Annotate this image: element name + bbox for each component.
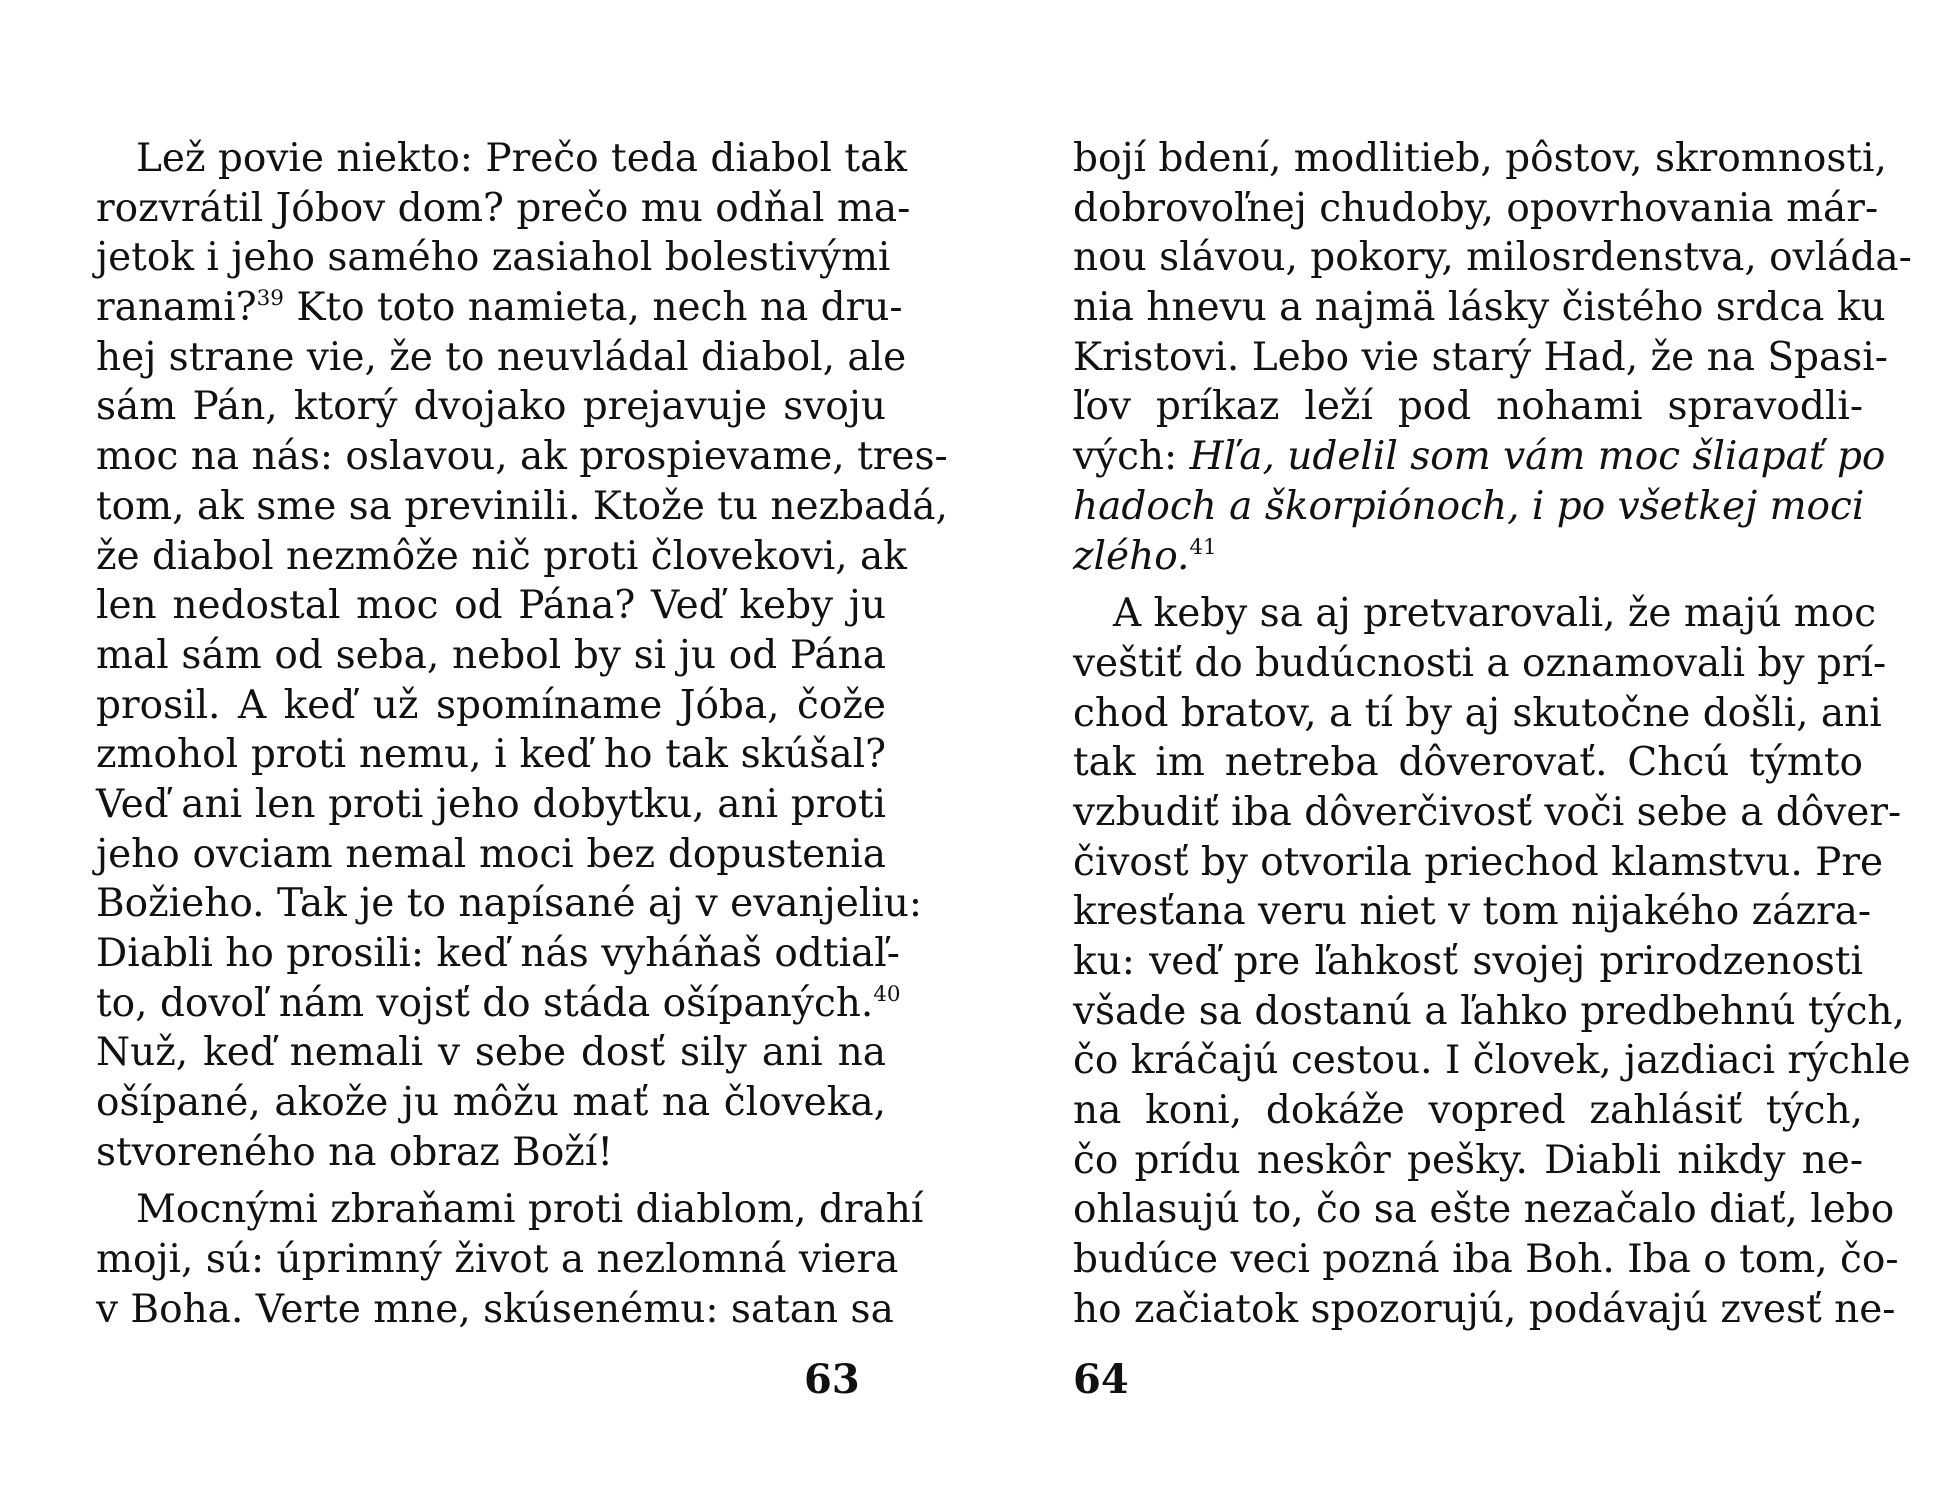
text-line: ku: veď pre ľahkosť svojej prirodzenosti	[1073, 939, 1863, 984]
text-line: budúce veci pozná iba Boh. Iba o tom, čo-	[1073, 1237, 1899, 1283]
text-line: ošípané, akože ju môžu mať na človeka,	[96, 1080, 886, 1126]
text-line: čivosť by otvorila priechod klamstvu. Pre	[1073, 839, 1884, 885]
text-line: A keby sa aj pretvarovali, že majú moc	[1113, 591, 1877, 637]
text-line: hadoch a škorpiónoch, i po všetkej moci	[1073, 483, 1865, 529]
scripture-quote: zlého.	[1073, 533, 1190, 579]
footnote-marker: 40	[873, 981, 901, 1007]
text-line: Božieho. Tak je to napísané aj v evanjeliu:	[96, 881, 923, 927]
text-line: čo kráčajú cestou. I človek, jazdiaci rýchle	[1073, 1038, 1911, 1084]
text-line: moc na nás: oslavou, ak prospievame, tres-	[96, 434, 948, 480]
text-line: mal sám od seba, nebol by si ju od Pána	[96, 632, 886, 678]
text-line: bojí bdení, modlitieb, pôstov, skromnosti,	[1073, 136, 1887, 181]
right-page	[1073, 134, 1912, 1335]
text-fragment: to, dovoľ nám vojsť do stáda ošípaných.	[96, 980, 874, 1026]
text-line: Veď ani len proti jeho dobytku, ani proti	[96, 781, 886, 827]
page-number-left: 63	[804, 1356, 860, 1403]
text-line: ohlasujú to, čo sa ešte nezačalo diať, lebo	[1073, 1187, 1895, 1233]
text-line: dobrovoľnej chudoby, opovrhovania már-	[1073, 185, 1879, 231]
text-line	[96, 979, 901, 1029]
text-line	[1073, 432, 1886, 482]
page-number-right: 64	[1073, 1356, 1129, 1403]
text-fragment: vých:	[1073, 434, 1190, 480]
text-line: chod bratov, a tí by aj skutočne došli, ani	[1073, 690, 1882, 736]
text-fragment: ranami?	[96, 285, 257, 331]
text-fragment: Kto toto namieta, nech na dru-	[283, 285, 903, 331]
text-line: rozvrátil Jóbov dom? prečo mu odňal ma-	[96, 185, 911, 231]
text-line: kresťana veru niet v tom nijakého zázra-	[1073, 889, 1872, 935]
text-line: v Boha. Verte mne, skúsenému: satan sa	[96, 1286, 894, 1332]
text-line: Kristovi. Lebo vie starý Had, že na Spasi-	[1073, 334, 1888, 380]
text-line: len nedostal moc od Pána? Veď keby ju	[96, 583, 886, 629]
text-line: veštiť do budúcnosti a oznamovali by prí-	[1073, 640, 1887, 686]
text-line: ho začiatok spozorujú, podávajú zvesť ne-	[1073, 1286, 1896, 1332]
text-line: Lež povie niekto: Prečo teda diabol tak	[136, 136, 907, 181]
text-line: sám Pán, ktorý dvojako prejavuje svoju	[96, 384, 886, 430]
text-line: nou slávou, pokory, milosrdenstva, ovláda-	[1073, 235, 1912, 281]
text-line: zmohol proti nemu, i keď ho tak skúšal?	[96, 732, 886, 778]
text-line: čo prídu neskôr pešky. Diabli nikdy ne-	[1073, 1137, 1863, 1183]
text-line: hej strane vie, že to neuvládal diabol, ale	[96, 334, 907, 380]
text-line: na koni, dokáže vopred zahlásiť tých,	[1073, 1088, 1863, 1134]
left-page	[96, 134, 948, 1335]
text-line: všade sa dostanú a ľahko predbehnú tých,	[1073, 988, 1905, 1034]
text-line: nia hnevu a najmä lásky čistého srdca ku	[1073, 285, 1886, 331]
text-line: Diabli ho prosili: keď nás vyháňaš odtiaľ-	[96, 931, 900, 976]
text-line: tak im netreba dôverovať. Chcú týmto	[1073, 740, 1863, 786]
text-line: tom, ak sme sa previnili. Ktože tu nezbadá,	[96, 483, 948, 529]
text-line	[1073, 532, 1863, 582]
text-line: vzbudiť iba dôverčivosť voči sebe a dôver-	[1073, 789, 1902, 835]
text-line: že diabol nezmôže nič proti človekovi, ak	[96, 533, 907, 579]
text-line: jetok i jeho samého zasiahol bolestivými	[96, 235, 891, 281]
text-line: ľov príkaz leží pod nohami spravodli-	[1073, 384, 1863, 430]
text-line: Nuž, keď nemali v sebe dosť sily ani na	[96, 1030, 886, 1076]
text-line: Mocnými zbraňami proti diablom, drahí	[136, 1187, 924, 1233]
footnote-marker: 41	[1189, 534, 1217, 560]
text-line: stvoreného na obraz Boží!	[96, 1129, 613, 1175]
text-line: prosil. A keď už spomíname Jóba, čože	[96, 682, 886, 728]
text-line	[96, 283, 903, 333]
scripture-quote: Hľa, udelil som vám moc šliapať po	[1189, 434, 1886, 480]
text-line: jeho ovciam nemal moci bez dopustenia	[96, 831, 886, 877]
text-line: moji, sú: úprimný život a nezlomná viera	[96, 1237, 899, 1283]
footnote-marker: 39	[256, 286, 284, 312]
